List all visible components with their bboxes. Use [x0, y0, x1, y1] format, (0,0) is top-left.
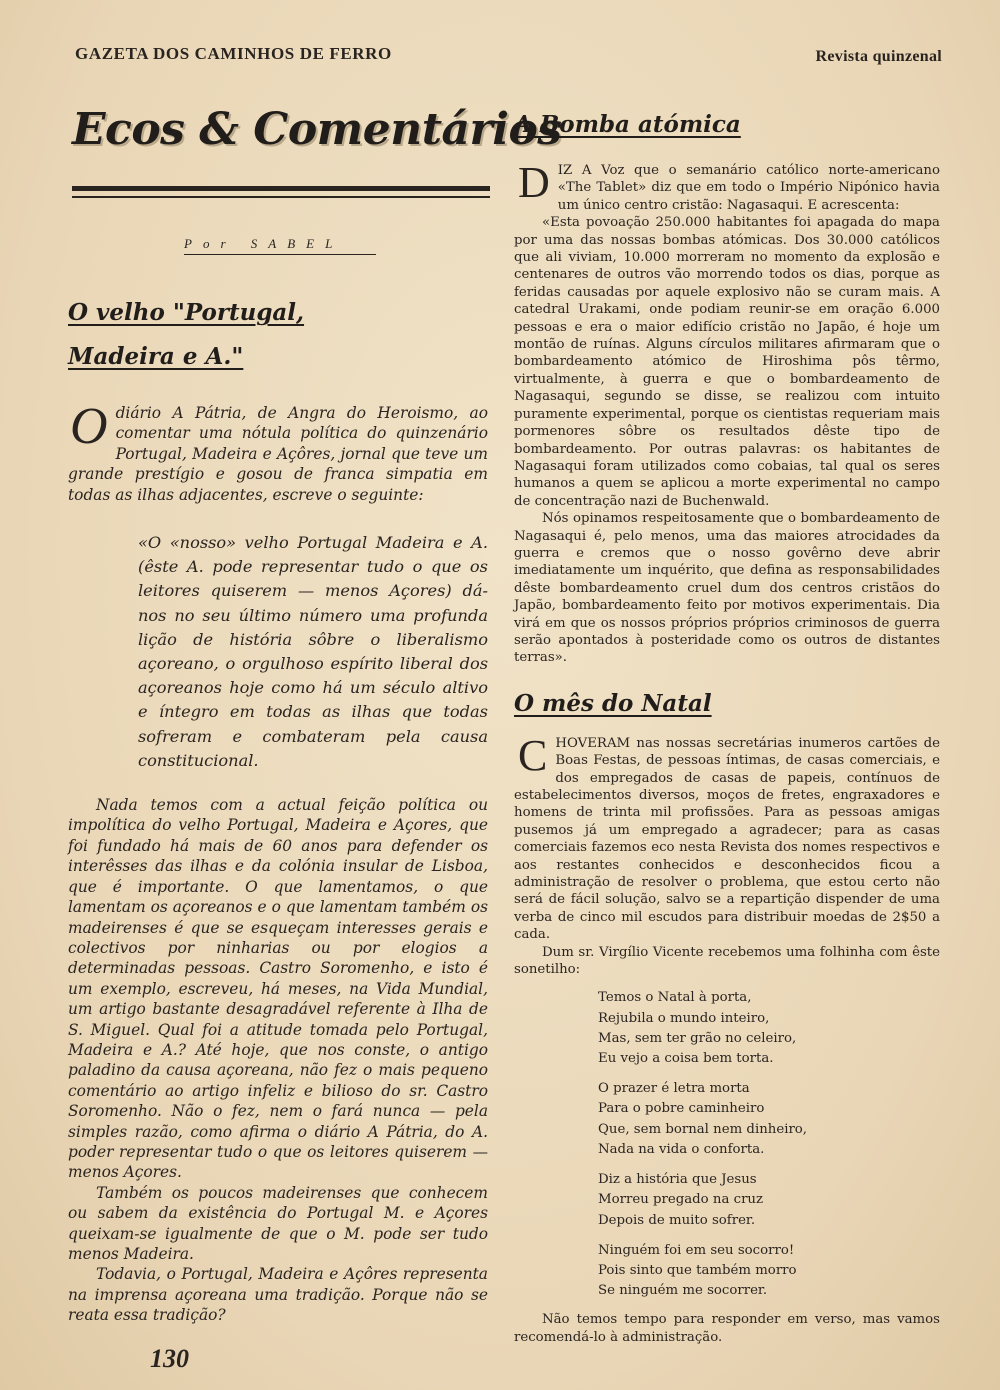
- poem-line: Rejubila o mundo inteiro,: [598, 1010, 770, 1026]
- poem-line: Nada na vida o conforta.: [598, 1141, 765, 1157]
- article-heading-line1: O velho "Portugal,: [68, 299, 305, 326]
- poem-line: Eu vejo a coisa bem torta.: [598, 1051, 774, 1067]
- body-paragraph: Dum sr. Virgílio Vicente recebemos uma folhinha com êste sonetilho:: [514, 944, 940, 978]
- drop-cap: O: [70, 398, 108, 455]
- article-intro-text: diário A Pátria, de Angra do Heroismo, ao comentar uma nótula política do quinzenário Portugal, Madeira e Açôres, jornal que teve um grande prestígio e gosou de franca simpatia em todas as ilhas adjacentes, escreve o seguinte:: [68, 404, 488, 504]
- publication-title: GAZETA DOS CAMINHOS DE FERRO: [75, 44, 392, 63]
- section-title: Ecos & Comentários: [72, 104, 562, 155]
- article-heading: A Bomba atómica: [514, 111, 741, 138]
- page-header: [75, 44, 942, 70]
- poem-line: Diz a história que Jesus: [598, 1172, 757, 1188]
- article-intro: [514, 158, 940, 214]
- body-paragraph: Nós opinamos respeitosamente que o bombardeamento de Nagasaqui é, pelo menos, uma das maiores atrocidades da guerra e cremos que o nosso govêrno deve abrir imediatamente um inquérito, que defina as responsabilidades dêste bombardeamento cruel dum dos centros cristãos do Japão, bombardeamento feito por motivos experimentais. Dia virá em que os nossos próprios próprios criminosos de guerra serão apontados à posteridade como os outros de distantes terras».: [514, 511, 940, 666]
- poem-line: Para o pobre caminheiro: [598, 1101, 765, 1117]
- article-heading-line2: Madeira e A.": [68, 343, 244, 370]
- body-paragraph: «Esta povoação 250.000 habitantes foi apagada do mapa por uma das nossas bombas atómicas. Dos 30.000 católicos que ali viviam, 10.000 morreram no momento da explosão e centenares de outros vão morrendo todos os dias, porque as feridas causadas por aquele explosivo não se curam mais. A catedral Urakami, onde podiam reunir-se em oração 6.000 pessoas e era o maior edifício cristão no Japão, é hoje um montão de ruínas. Alguns círculos militares afirmaram que o bombardeamento atómico de Hiroshima pôs têrmo, virtualmente, à guerra e que o bombardeamento de Nagasaqui, segundo se disse, se realizou com intuito puramente experimental, porque os cientistas requeriam mais pormenores sôbre os resultados dêste tipo de bombardeamento. Por outras palavras: os habitantes de Nagasaqui foram utilizados como cobaias, tal qual os seres humanos a quem se aplicou a morte experimental no campo de concentração nazi de Buchenwald.: [514, 215, 940, 509]
- poem-line: Depois de muito sofrer.: [598, 1212, 756, 1228]
- article-body: [514, 730, 940, 979]
- poem-line: O prazer é letra morta: [598, 1081, 750, 1097]
- article-intro: [68, 398, 488, 505]
- publication-frequency: Revista quinzenal: [815, 48, 942, 65]
- poem-line: Temos o Natal à porta,: [598, 990, 752, 1006]
- masthead-rule-thick: [72, 186, 490, 191]
- poem-line: Se ninguém me socorrer.: [598, 1283, 768, 1299]
- poem-stanza: [598, 1170, 940, 1231]
- closing-paragraph: Não temos tempo para responder em verso, mas vamos recomendá-lo à administração.: [514, 1312, 940, 1345]
- article-heading: O mês do Natal: [514, 689, 712, 717]
- block-quote: [138, 531, 488, 773]
- left-column: [68, 100, 562, 1326]
- poem-line: Ninguém foi em seu socorro!: [598, 1242, 795, 1258]
- poem-line: Pois sinto que também morro: [598, 1262, 797, 1278]
- section-masthead: [68, 100, 562, 228]
- article-intro: [514, 730, 940, 944]
- drop-cap: D: [518, 158, 550, 207]
- author-byline: Por SABEL: [184, 236, 376, 255]
- body-paragraph: Todavia, o Portugal, Madeira e Açôres representa na imprensa açoreana uma tradição. Porque não se reata essa tradição?: [68, 1265, 488, 1325]
- article-body: [68, 795, 488, 1326]
- poem: [598, 988, 940, 1301]
- right-column: [514, 100, 940, 1346]
- quote-text: «O «nosso» velho Portugal Madeira e A. (êste A. pode representar tudo o que os leitores quiserem — menos Açores) dá-nos no seu último número uma profunda lição de história sôbre o liberalismo açoreano, o orgulhoso espírito liberal dos açoreanos hoje como há um século altivo e íntegro em todas as ilhas que todas sofreram e combateram pela causa constitucional.: [138, 533, 488, 770]
- body-paragraph: Nada temos com a actual feição política ou impolítica do velho Portugal, Madeira e Açores, que foi fundado há mais de 60 anos para defender os interêsses das ilhas e da colónia insular de Lisboa, que é importante. O que lamentamos, o que lamentam os açoreanos e o que lamentam também os madeirenses é que se esqueçam interesses gerais e colectivos por ninharias ou por elogios a determinadas pessoas. Castro Soromenho, e isto é um exemplo, escreveu, há meses, na Vida Mundial, um artigo bastante desagradável referente à Ilha de S. Miguel. Qual foi a atitude tomada pelo Portugal, Madeira e A.? Até hoje, que nos conste, o antigo paladino da causa açoreana, não fez o mais pequeno comentário ao artigo infeliz e bilioso do sr. Castro Soromenho. Não o fez, nem o fará nunca — pela simples razão, como afirma o diário A Pátria, do A. poder representar tudo o que os leitores quiserem — menos Açores.: [68, 796, 488, 1182]
- poem-stanza: [598, 1241, 940, 1302]
- article-body: [514, 158, 940, 667]
- poem-stanza: [598, 988, 940, 1069]
- drop-cap: C: [518, 730, 548, 780]
- poem-stanza: [598, 1079, 940, 1160]
- poem-line: Morreu pregado na cruz: [598, 1192, 764, 1208]
- page-number: 130: [150, 1344, 189, 1373]
- poem-line: Mas, sem ter grão no celeiro,: [598, 1030, 797, 1046]
- poem-line: Que, sem bornal nem dinheiro,: [598, 1121, 808, 1137]
- article-intro-text: IZ A Voz que o semanário católico norte-americano «The Tablet» diz que em todo o Império Nipónico havia um único centro cristão: Nagasaqui. E acrescenta:: [557, 163, 940, 213]
- article-intro-text: HOVERAM nas nossas secretárias inumeros cartões de Boas Festas, de pessoas íntimas, de casas comerciais, e dos empregados de casas de papeis, contínuos de estabelecimentos diversos, moços de fretes, engraxadores e homens de trinta mil profissões. Para as pessoas amigas pusemos já um empregado a agradecer; para as casas comerciais fazemos eco nesta Revista dos nomes respectivos e aos restantes conhecidos e desconhecidos ficou a administração de resolver o problema, que estou certo não será de fácil solução, salvo se a repartição dispender de uma verba de cinco mil escudos para distribuir moedas de 2$50 a cada.: [514, 735, 940, 943]
- body-paragraph: Também os poucos madeirenses que conhecem ou sabem da existência do Portugal M. e Açores queixam-se igualmente de que o M. pode ser tudo menos Madeira.: [68, 1183, 488, 1263]
- article-closing: [514, 1311, 940, 1346]
- masthead-rule-thin: [72, 196, 490, 198]
